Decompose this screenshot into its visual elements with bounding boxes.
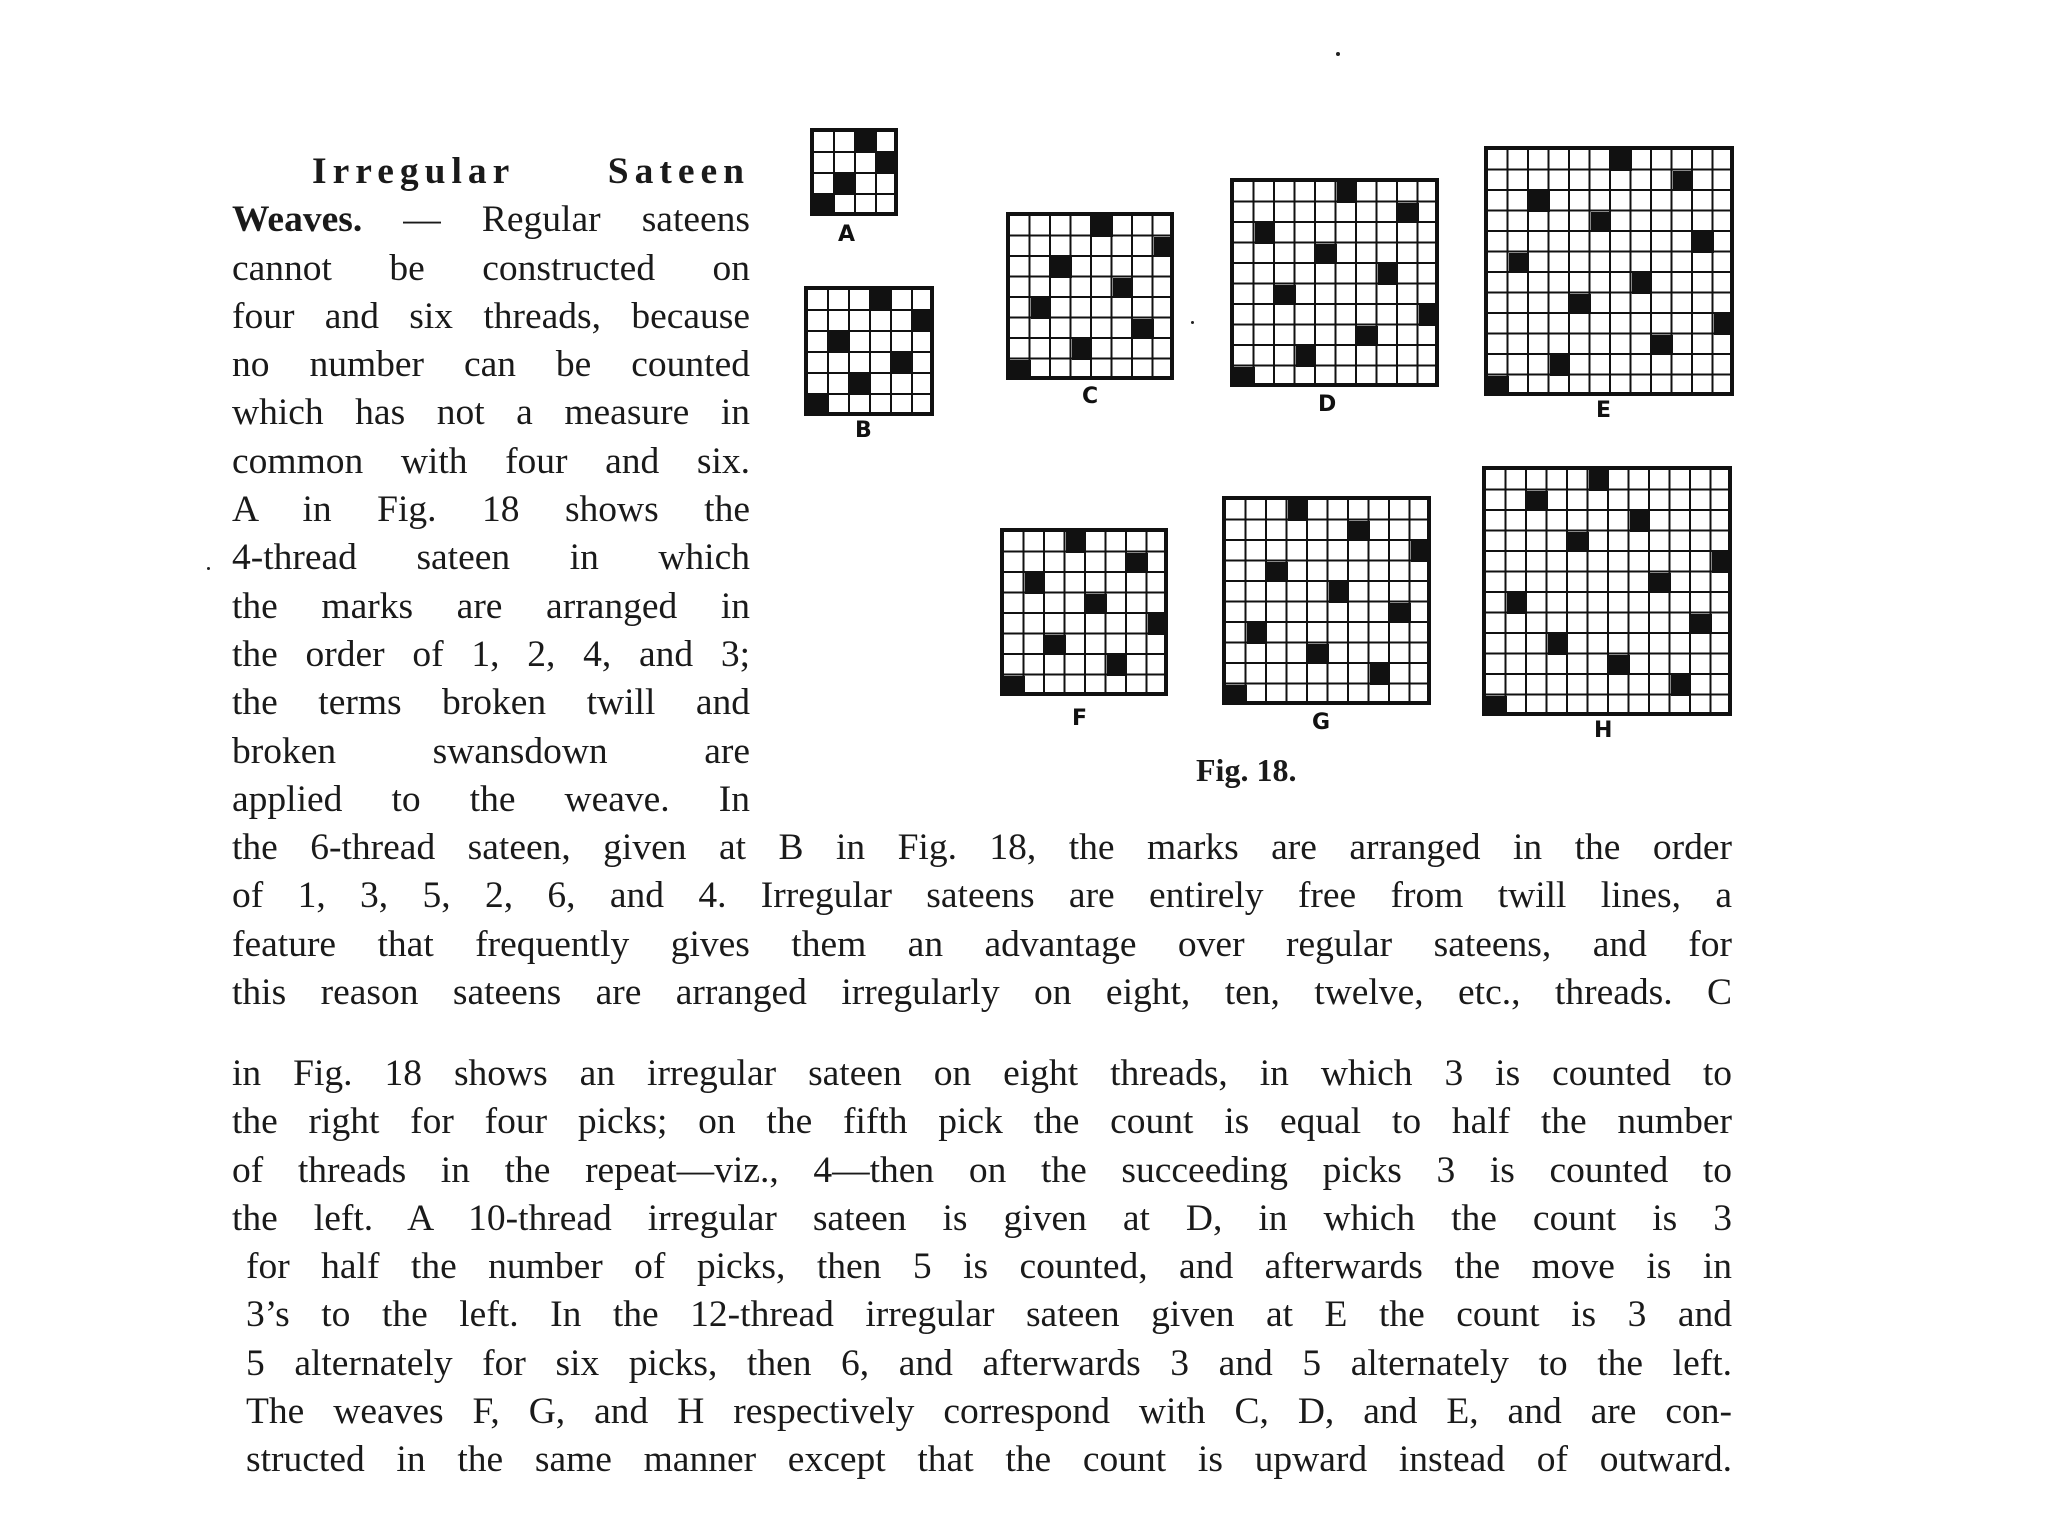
text-line [232, 196, 750, 244]
weave-grid-d [1230, 178, 1439, 387]
text-line: for half the number of picks, then 5 is counted, and afterwards the move is in [246, 1246, 1732, 1288]
weave-mark [1673, 171, 1694, 192]
weave-mark [1712, 552, 1733, 573]
text-line: structed in the same manner except that the count is upward instead of outward. [246, 1439, 1732, 1481]
text-line: the terms broken twill and [232, 682, 750, 724]
text-line: applied to the weave. In [232, 778, 750, 820]
weave-label-c: C [1082, 384, 1099, 409]
weave-mark [1378, 264, 1399, 285]
weave-mark [1226, 685, 1247, 706]
section-heading-cont: Weaves. [232, 199, 363, 241]
text-line: no number can be counted [232, 344, 750, 386]
weave-grid-c [1006, 212, 1174, 380]
weave-mark [1234, 367, 1255, 388]
weave-label-d: D [1318, 392, 1337, 417]
weave-mark [1509, 253, 1530, 274]
weave-mark [856, 132, 877, 153]
wrapped-paragraph [232, 148, 750, 824]
text-run: — Regular sateens [362, 199, 750, 241]
weave-mark [1267, 562, 1288, 583]
weave-mark [1255, 223, 1276, 244]
weave-mark [1247, 623, 1268, 644]
weave-label-g: G [1312, 710, 1331, 735]
text-line: in Fig. 18 shows an irregular sateen on eight threads, in which 3 is counted to [232, 1053, 1732, 1094]
weave-mark [1693, 232, 1714, 253]
weave-label-e: E [1596, 398, 1612, 423]
weave-grid-f [1000, 528, 1168, 696]
weave-mark [1611, 150, 1632, 171]
weave-mark [1609, 655, 1630, 676]
weave-mark [1390, 603, 1411, 624]
text-line: cannot be constructed on [232, 247, 750, 289]
text-line: the right for four picks; on the fifth pick the count is equal to half the number [232, 1101, 1732, 1143]
text-line: common with four and six. [232, 440, 750, 482]
text-line: the marks are arranged in [232, 585, 750, 627]
weave-label-h: H [1594, 718, 1613, 743]
figure-caption: Fig. 18. [1196, 752, 1297, 788]
weave-mark [814, 195, 835, 216]
weave-mark [1296, 346, 1317, 367]
print-speck [1336, 52, 1340, 56]
weave-grid-h [1482, 466, 1732, 716]
weave-mark [850, 374, 871, 395]
weave-mark [1066, 532, 1087, 553]
text-line: of threads in the repeat—viz., 4—then on the succeeding picks 3 is counted to [232, 1149, 1732, 1191]
weave-mark [835, 174, 856, 195]
text-line: A in Fig. 18 shows the [232, 489, 750, 531]
weave-mark [1051, 257, 1072, 278]
text-line: this reason sateens are arranged irregularly on eight, ten, twelve, etc., threads. C [232, 971, 1732, 1013]
text-line: The weaves F, G, and H respectively correspond with C, D, and E, and are con- [246, 1391, 1732, 1433]
weave-mark [1308, 644, 1329, 665]
text-line: feature that frequently gives them an advantage over regular sateens, and for [232, 923, 1732, 965]
weave-mark [1630, 511, 1651, 532]
weave-mark [1133, 319, 1154, 340]
full-paragraph-1 [232, 824, 1732, 1017]
weave-mark [829, 332, 850, 353]
text-line: the order of 1, 2, 4, and 3; [232, 633, 750, 675]
text-line: the 6-thread sateen, given at B in Fig. 18, the marks are arranged in the order [232, 827, 1732, 868]
weave-mark [1568, 532, 1589, 553]
weave-mark [871, 290, 892, 311]
weave-mark [1092, 216, 1113, 237]
weave-mark [1107, 655, 1128, 676]
weave-mark [1419, 305, 1440, 326]
weave-mark [1488, 376, 1509, 397]
weave-mark [1357, 326, 1378, 347]
weave-mark [1025, 573, 1046, 594]
weave-mark [1154, 237, 1175, 258]
weave-mark [1316, 244, 1337, 265]
weave-mark [1714, 314, 1735, 335]
weave-mark [1275, 285, 1296, 306]
weave-mark [913, 311, 934, 332]
weave-grid-a [810, 128, 898, 216]
weave-mark [1548, 634, 1569, 655]
weave-mark [877, 153, 898, 174]
text-line: 3’s to the left. In the 12-thread irregular sateen given at E the count is 3 and [246, 1294, 1732, 1336]
text-line: four and six threads, because [232, 295, 750, 337]
weave-mark [1127, 553, 1148, 574]
section-heading: Irregular Sateen [312, 151, 750, 192]
weave-grid-g [1222, 496, 1431, 705]
weave-mark [1398, 203, 1419, 224]
heading-line [232, 148, 750, 196]
weave-mark [1550, 355, 1571, 376]
weave-mark [1004, 676, 1025, 697]
weave-mark [1045, 635, 1066, 656]
print-speck [1191, 321, 1194, 324]
text-line: of 1, 3, 5, 2, 6, and 4. Irregular sateens are entirely free from twill lines, a [232, 875, 1732, 917]
weave-mark [1691, 614, 1712, 635]
weave-mark [1486, 696, 1507, 717]
weave-mark [1329, 582, 1350, 603]
print-speck [207, 567, 210, 570]
weave-mark [1349, 521, 1370, 542]
weave-mark [1650, 573, 1671, 594]
weave-mark [892, 353, 913, 374]
weave-mark [808, 395, 829, 416]
weave-mark [1288, 500, 1309, 521]
weave-mark [1632, 273, 1653, 294]
weave-mark [1370, 664, 1391, 685]
weave-mark [1148, 614, 1169, 635]
text-line: the left. A 10-thread irregular sateen is given at D, in which the count is 3 [232, 1197, 1732, 1239]
weave-grid-e [1484, 146, 1734, 396]
weave-mark [1072, 339, 1093, 360]
full-paragraph-2 [232, 1050, 1732, 1485]
weave-mark [1113, 278, 1134, 299]
weave-mark [1671, 675, 1692, 696]
text-line: broken swansdown are [232, 730, 750, 772]
weave-mark [1591, 212, 1612, 233]
weave-mark [1589, 470, 1610, 491]
weave-mark [1570, 294, 1591, 315]
weave-grid-b [804, 286, 934, 416]
weave-mark [1507, 593, 1528, 614]
text-line: 4-thread sateen in which [232, 537, 750, 579]
weave-mark [1652, 335, 1673, 356]
weave-mark [1529, 191, 1550, 212]
weave-label-f: F [1072, 706, 1088, 731]
weave-mark [1337, 182, 1358, 203]
text-line: 5 alternately for six picks, then 6, and afterwards 3 and 5 alternately to the left. [246, 1342, 1732, 1384]
weave-label-a: A [838, 222, 856, 247]
weave-mark [1031, 298, 1052, 319]
weave-label-b: B [855, 418, 872, 443]
weave-mark [1010, 360, 1031, 381]
weave-mark [1527, 491, 1548, 512]
text-line: which has not a measure in [232, 392, 750, 434]
weave-mark [1086, 594, 1107, 615]
weave-mark [1411, 541, 1432, 562]
